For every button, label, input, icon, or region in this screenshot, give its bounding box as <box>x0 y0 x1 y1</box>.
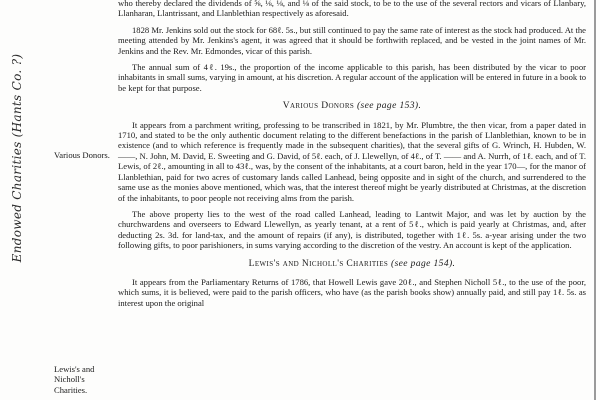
paragraph-property-lease: The above property lies to the west of the road called Lanhead, leading to Lantwit Major, and was let by auction by the churchwardens and overseers to Edward Llewellyn, as yearly tenant, at a rent of 5ℓ., which is paid yearly at Christmas, and, after deducting 2s. 3d. for land-tax, and the amount of repairs (if any), is distributed, together with 1ℓ. 5s. a-year arising under the two following gifts, to poor parishioners, in sums varying according to the discretion of the vestry. An account is kept of the application. <box>118 208 586 251</box>
section-heading-title: Various Donors <box>282 101 355 112</box>
section-heading-page-ref: (see page 154). <box>391 258 456 269</box>
section-heading-lewis-nicholl <box>118 259 586 269</box>
section-heading-various-donors <box>118 101 586 111</box>
page-edge-shadow <box>594 0 596 400</box>
document-body <box>118 0 586 314</box>
paragraph-continuation: who thereby declared the dividends of ⅝, ⅛, ⅛, and ⅛ of the said stock, to be to the use of the several rectors and vicars of Llanbary, Llanharan, Llantrissant, and Llanblethian respectively as aforesaid. <box>118 0 586 19</box>
section-side-label-lewis-nicholl: Lewis's and Nicholl's Charities. <box>54 364 95 395</box>
handwritten-margin-note <box>4 8 30 308</box>
paragraph-parchment-writing: It appears from a parchment writing, professing to be transcribed in 1821, by Mr. Plumbtre, the then vicar, from a paper dated in 1710, and stated to be the only authentic document relating to the different benefactions in the parish of Llanblethian, known to be in existence (and to which reference is frequently made in the subsequent charities), that the several gifts of G. Wrinch, H. Hubden, W. ——, N. John, M. David, E. Sweeting and G. David, of 5ℓ. each, of J. Llewellyn, of 4ℓ., of T. —— and A. Nurrh, of 1ℓ. each, and of T. Lewis, of 2ℓ., amounting in all to 43ℓ., was, by the consent of the inhabitants, at a court baron, held in the year 170—, for the manor of Llanblethian, paid for two acres of customary lands called Lanhead, being opposite and in sight of the church, and surrendered to the same use as the monies above mentioned, which was, that the interest thereof might be yearly distributed at Christmas, at the discretion of the inhabitants, to poor people not receiving alms from the parish. <box>118 119 586 203</box>
paragraph-parliamentary-returns: It appears from the Parliamentary Returns of 1786, that Howell Lewis gave 20ℓ., and Stephen Nicholl 5ℓ., to the use of the poor, which sums, it is believed, were paid to the parish officers, who have (as the parish books show) annually paid, and still pay 1ℓ. 5s. as interest upon the original <box>118 276 586 308</box>
paragraph-annual-sum: The annual sum of 4ℓ. 19s., the proportion of the income applicable to this parish, has been distributed by the vicar to poor inhabitants in small sums, varying in amount, at his discretion. A regular account of the application will be entered in future in a book to be kept for that purpose. <box>118 62 587 93</box>
section-heading-title: Lewis's and Nicholl's Charities <box>248 258 389 269</box>
section-heading-page-ref: (see page 153). <box>356 101 422 112</box>
section-side-label-various-donors: Various Donors. <box>54 150 110 160</box>
paragraph-stock-sale: 1828 Mr. Jenkins sold out the stock for 68ℓ. 5s., but still continued to pay the same rate of interest as the stock had produced. At the meeting attended by Mr. Jenkins's agent, it was agreed that it should be forthwith replaced, and be vested in the joint names of Mr. Jenkins and the Rev. Mr. Edmondes, vicar of this parish. <box>118 24 586 56</box>
margin-annotation-text: Endowed Charities (Hants Co. ?) <box>10 53 24 263</box>
